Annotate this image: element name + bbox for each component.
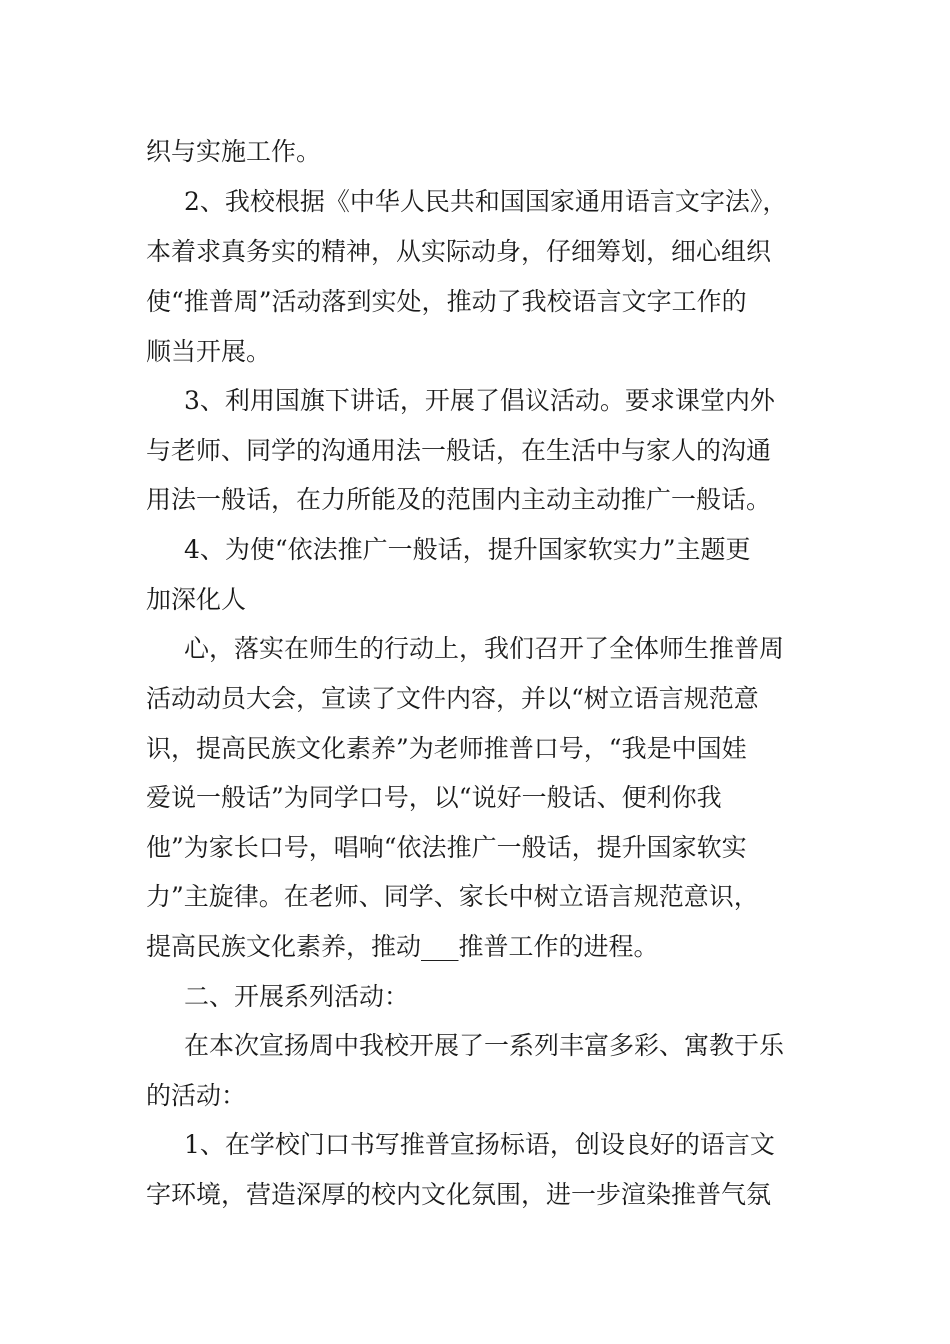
text-line-17: 提高民族文化素养，推动___推普工作的进程。 <box>146 932 659 961</box>
text-line-6: 3、利用国旗下讲话，开展了倡议活动。要求课堂内外 <box>184 386 775 415</box>
text-line-9: 4、为使“依法推广一般话，提升国家软实力”主题更 <box>184 535 751 564</box>
text-line-1: 织与实施工作。 <box>146 137 322 166</box>
text-line-2: 2、我校根据《中华人民共和国国家通用语言文字法》， <box>184 187 788 216</box>
text-line-16: 力”主旋律。在老师、同学、家长中树立语言规范意识， <box>146 882 759 911</box>
text-line-18: 二、开展系列活动： <box>184 982 410 1011</box>
text-line-13: 识，提高民族文化素养”为老师推普口号，“我是中国娃 <box>146 734 747 763</box>
text-line-14: 爱说一般话”为同学口号，以“说好一般话、便利你我 <box>146 783 722 812</box>
text-line-11: 心，落实在师生的行动上，我们召开了全体师生推普周 <box>184 634 785 663</box>
text-line-10: 加深化人 <box>146 585 247 614</box>
text-line-20: 的活动： <box>146 1081 247 1110</box>
text-line-7: 与老师、同学的沟通用法一般话，在生活中与家人的沟通 <box>146 436 772 465</box>
text-line-4: 使“推普周”活动落到实处，推动了我校语言文字工作的 <box>146 287 747 316</box>
text-line-19: 在本次宣扬周中我校开展了一系列丰富多彩、寓教于乐 <box>184 1031 785 1060</box>
text-line-12: 活动动员大会，宣读了文件内容，并以“树立语言规范意 <box>146 684 759 713</box>
text-line-22: 字环境，营造深厚的校内文化氛围，进一步渲染推普气氛 <box>146 1180 772 1209</box>
text-line-5: 顺当开展。 <box>146 337 272 366</box>
text-line-3: 本着求真务实的精神，从实际动身，仔细筹划，细心组织 <box>146 237 772 266</box>
text-line-15: 他”为家长口号，唱响“依法推广一般话，提升国家软实 <box>146 833 747 862</box>
text-line-8: 用法一般话，在力所能及的范围内主动主动推广一般话。 <box>146 485 772 514</box>
text-line-21: 1、在学校门口书写推普宣扬标语，创设良好的语言文 <box>184 1130 775 1159</box>
